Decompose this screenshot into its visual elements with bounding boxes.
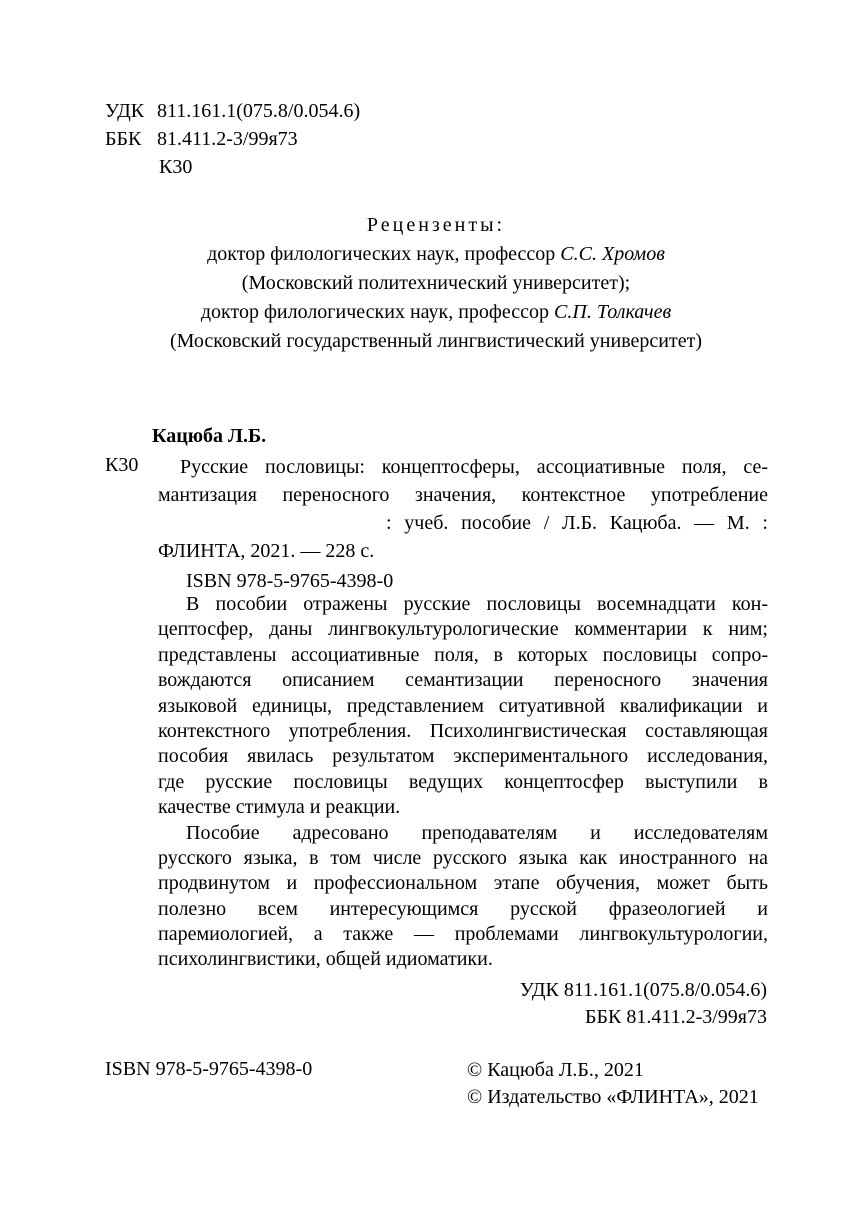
entry-mark: К30 (105, 454, 139, 476)
copyright-author: © Кацюба Л.Б., 2021 (467, 1059, 644, 1081)
abstract-line: представлены ассоциативные поля, в которых пословицы сопро- (158, 643, 768, 666)
bbk-value: 81.411.2-3/99я73 (157, 128, 298, 150)
abstract-line: полезно всем интересующимся русской фразеологией и (158, 897, 768, 920)
udk-label: УДК (105, 100, 145, 122)
abstract-line: контекстного употребления. Психолингвистическая составляющая (158, 719, 768, 742)
abstract-line: где русские пословицы ведущих концептосфер выступили в (158, 770, 768, 793)
bbk-bottom: ББК 81.411.2-3/99я73 (585, 1006, 767, 1028)
udk-value: 811.161.1(075.8/0.054.6) (157, 100, 361, 122)
abstract-line: русского языка, в том числе русского языка как иностранного на (158, 846, 768, 869)
biblio-line: ФЛИНТА, 2021. — 228 с. (158, 540, 375, 562)
author-heading: Кацюба Л.Б. (152, 425, 267, 447)
abstract-line: цептосфер, даны лингвокультурологические комментарии к ним; (158, 618, 768, 641)
abstract-line: вождаются описанием семантизации переносного значения (158, 669, 768, 692)
entry-isbn: ISBN 978-5-9765-4398-0 (186, 570, 394, 592)
reviewers-block (105, 211, 767, 356)
reviewer-2-title: доктор филологических наук, профессор (200, 301, 555, 323)
bbk-label: ББК (105, 128, 142, 150)
biblio-line: мантизация переносного значения, контекстное употребление (158, 484, 768, 506)
reviewer-1-org: (Московский политехнический университет); (241, 272, 631, 294)
abstract-line: продвинутом и профессиональном этапе обучения, может быть (158, 872, 768, 895)
reviewers-heading: Рецензенты: (366, 214, 506, 236)
reviewer-2-name: С.П. Толкачев (554, 301, 672, 323)
abstract-line: Пособие адресовано преподавателям и исследователям (186, 821, 768, 844)
abstract-line: психолингвистики, общей идиоматики. (158, 948, 493, 971)
reviewer-1-title: доктор филологических наук, профессор (207, 243, 561, 265)
udk-row (105, 97, 360, 125)
reviewer-2-org: (Московский государственный лингвистический университет) (169, 330, 703, 352)
reviewer-1-name: С.С. Хромов (560, 243, 665, 265)
reviewer-2 (105, 298, 767, 327)
biblio-line: Русские пословицы: концептосферы, ассоциативные поля, се- (180, 456, 768, 478)
classification-codes-bottom (400, 977, 767, 1031)
classification-codes (105, 97, 360, 181)
abstract-line: В пособии отражены русские пословицы восемнадцати кон- (186, 593, 768, 615)
reviewer-1 (105, 240, 767, 269)
abstract-line: языковой единицы, представлением ситуативной квалификации и (158, 694, 768, 717)
bibliographic-description (158, 453, 768, 595)
biblio-line: : учеб. пособие / Л.Б. Кацюба. — М. : (386, 512, 768, 534)
abstract-line: качестве стимула и реакции. (158, 796, 401, 819)
author-mark: К30 (159, 156, 193, 178)
udk-bottom: УДК 811.161.1(075.8/0.054.6) (519, 979, 767, 1001)
abstract-line: паремиологией, а также — проблемами лингвокультурологии, (158, 923, 768, 946)
abstract (158, 592, 768, 973)
bbk-row (105, 125, 360, 153)
copyright-block (467, 1057, 759, 1111)
copyright-publisher: © Издательство «ФЛИНТА», 2021 (467, 1086, 759, 1108)
abstract-line: пособия явилась результатом экспериментального исследования, (158, 745, 768, 768)
footer-isbn: ISBN 978-5-9765-4398-0 (105, 1058, 313, 1080)
